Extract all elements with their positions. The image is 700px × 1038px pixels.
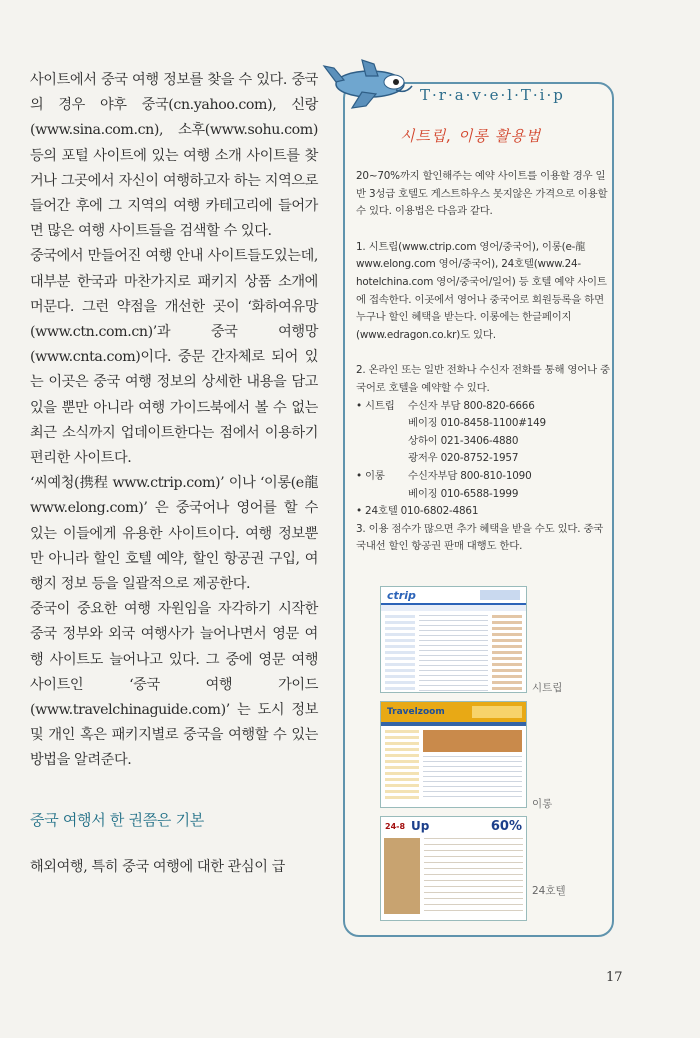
paragraph-2: 중국에서 만들어진 여행 안내 사이트들도있는데, 대부분 한국과 마찬가지로 패키지 상품 소개에 머문다. 그런 약점을 개선한 곳이 ‘화하여유망(www.ctn.com.cn)’과 중국 여행망(www.cnta.com)이다. 중문 간자체로 되어 있는 이곳은 중국 여행 정보의 상세한 내용을 담고 있을 뿐만 아니라 여행 가이드북에서 볼 수 없는 최근 소식까지 업데이트한다는 점에서 이용하기 편리한 사이트다. xyxy=(30,248,318,467)
phone-line: 상하이 021-3406-4880 xyxy=(408,434,519,447)
phone-line: 수신자부담 800-810-1090 xyxy=(408,469,532,482)
caption-24hotel: 24호텔 xyxy=(532,885,566,897)
tip-content xyxy=(356,168,610,556)
phone-line: 베이징 010-6588-1999 xyxy=(408,487,519,500)
hotel24-up-text: Up xyxy=(411,819,430,833)
ctrip-phone-list xyxy=(356,398,610,468)
body-text-column xyxy=(30,68,318,880)
phone-line: 베이징 010-8458-1100#149 xyxy=(408,417,546,430)
paragraph-5: 해외여행, 특히 중국 여행에 대한 관심이 급 xyxy=(30,858,285,875)
elong-label: • 이롱 xyxy=(356,469,385,482)
tip-title: T·r·a·v·e·l·T·i·p xyxy=(420,86,565,104)
section-heading: 중국 여행서 한 권쯤은 기본 xyxy=(30,810,204,829)
caption-elong: 이롱 xyxy=(532,798,553,810)
tip-subtitle: 시트립, 이롱 활용법 xyxy=(400,127,542,145)
hotel24-logo: 24-8 xyxy=(385,821,406,831)
phone-line: 수신자 부담 800-820-6666 xyxy=(408,399,535,412)
paragraph-4: 중국이 중요한 여행 자원임을 자각하기 시작한 중국 정부와 외국 여행사가 늘어나면서 영문 여행 사이트도 늘어나고 있다. 그 중에 영문 여행 사이트인 ‘중국 여행 가이드(www.travelchinaguide.com)’ 는 도시 정보 및 개인 혹은 패키지별로 중국을 여행할 수 있는 방법을 알려준다. xyxy=(30,601,318,769)
ctrip-logo: ctrip xyxy=(387,588,416,602)
airplane-mascot-icon xyxy=(322,52,422,112)
page-number: 17 xyxy=(606,970,623,985)
paragraph-3: ‘씨예청(携程 www.ctrip.com)’ 이나 ‘이롱(e龍 www.elong.com)’ 은 중국어나 영어를 할 수 있는 이들에게 유용한 사이트이다. 여행 정보뿐만 아니라 할인 호텔 예약, 할인 항공권 구입, 여행지 정보 등을 일괄적으로 제공한다. xyxy=(30,475,318,593)
ctrip-screenshot xyxy=(380,586,527,693)
hotel24-phone: • 24호텔 010-6802-4861 xyxy=(356,505,479,518)
tip-intro: 20~70%까지 할인해주는 예약 사이트를 이용할 경우 일반 3성급 호텔도 게스트하우스 못지않은 가격으로 이용할 수 있다. 이용법은 다음과 같다. xyxy=(356,170,608,218)
tip-step-3: 3. 이용 점수가 많으면 추가 혜택을 받을 수도 있다. 중국 국내선 할인 항공권 판매 대행도 한다. xyxy=(356,522,604,553)
tip-step-1: 1. 시트립(www.ctrip.com 영어/중국어), 이롱(e-龍 www.elong.com 영어/중국어), 24호텔(www.24-hotelchina.com 영어/중국어/일어) 등 호텔 예약 사이트에 접속한다. 이곳에서 영어나 중국어로 회원등록을 하면 누구나 할인 혜택을 받는다. 이롱에는 한글페이지(www.edragon.co.kr)도 있다. xyxy=(356,240,607,341)
elong-phone-list xyxy=(356,468,610,503)
elong-screenshot xyxy=(380,701,527,808)
paragraph-1: 사이트에서 중국 여행 정보를 찾을 수 있다. 중국의 경우 야후 중국(cn.yahoo.com), 신랑(www.sina.com.cn), 소후(www.sohu.com) 등의 포털 사이트에 있는 여행 소개 사이트를 찾거나 그곳에서 자신이 여행하고자 하는 지역으로 들어간 후에 그 지역의 여행 카테고리에 들어가면 많은 여행 사이트들을 검색할 수 있다. xyxy=(30,72,318,240)
caption-ctrip: 시트립 xyxy=(532,682,563,694)
hotel24-discount: 60% xyxy=(490,818,522,834)
hotel24-screenshot xyxy=(380,816,527,921)
elong-logo: Travelzoom xyxy=(387,707,445,717)
phone-line: 광저우 020-8752-1957 xyxy=(408,452,519,465)
ctrip-label: • 시트립 xyxy=(356,399,395,412)
tip-step-2: 2. 온라인 또는 일반 전화나 수신자 전화를 통해 영어나 중국어로 호텔을 예약할 수 있다. xyxy=(356,364,610,394)
